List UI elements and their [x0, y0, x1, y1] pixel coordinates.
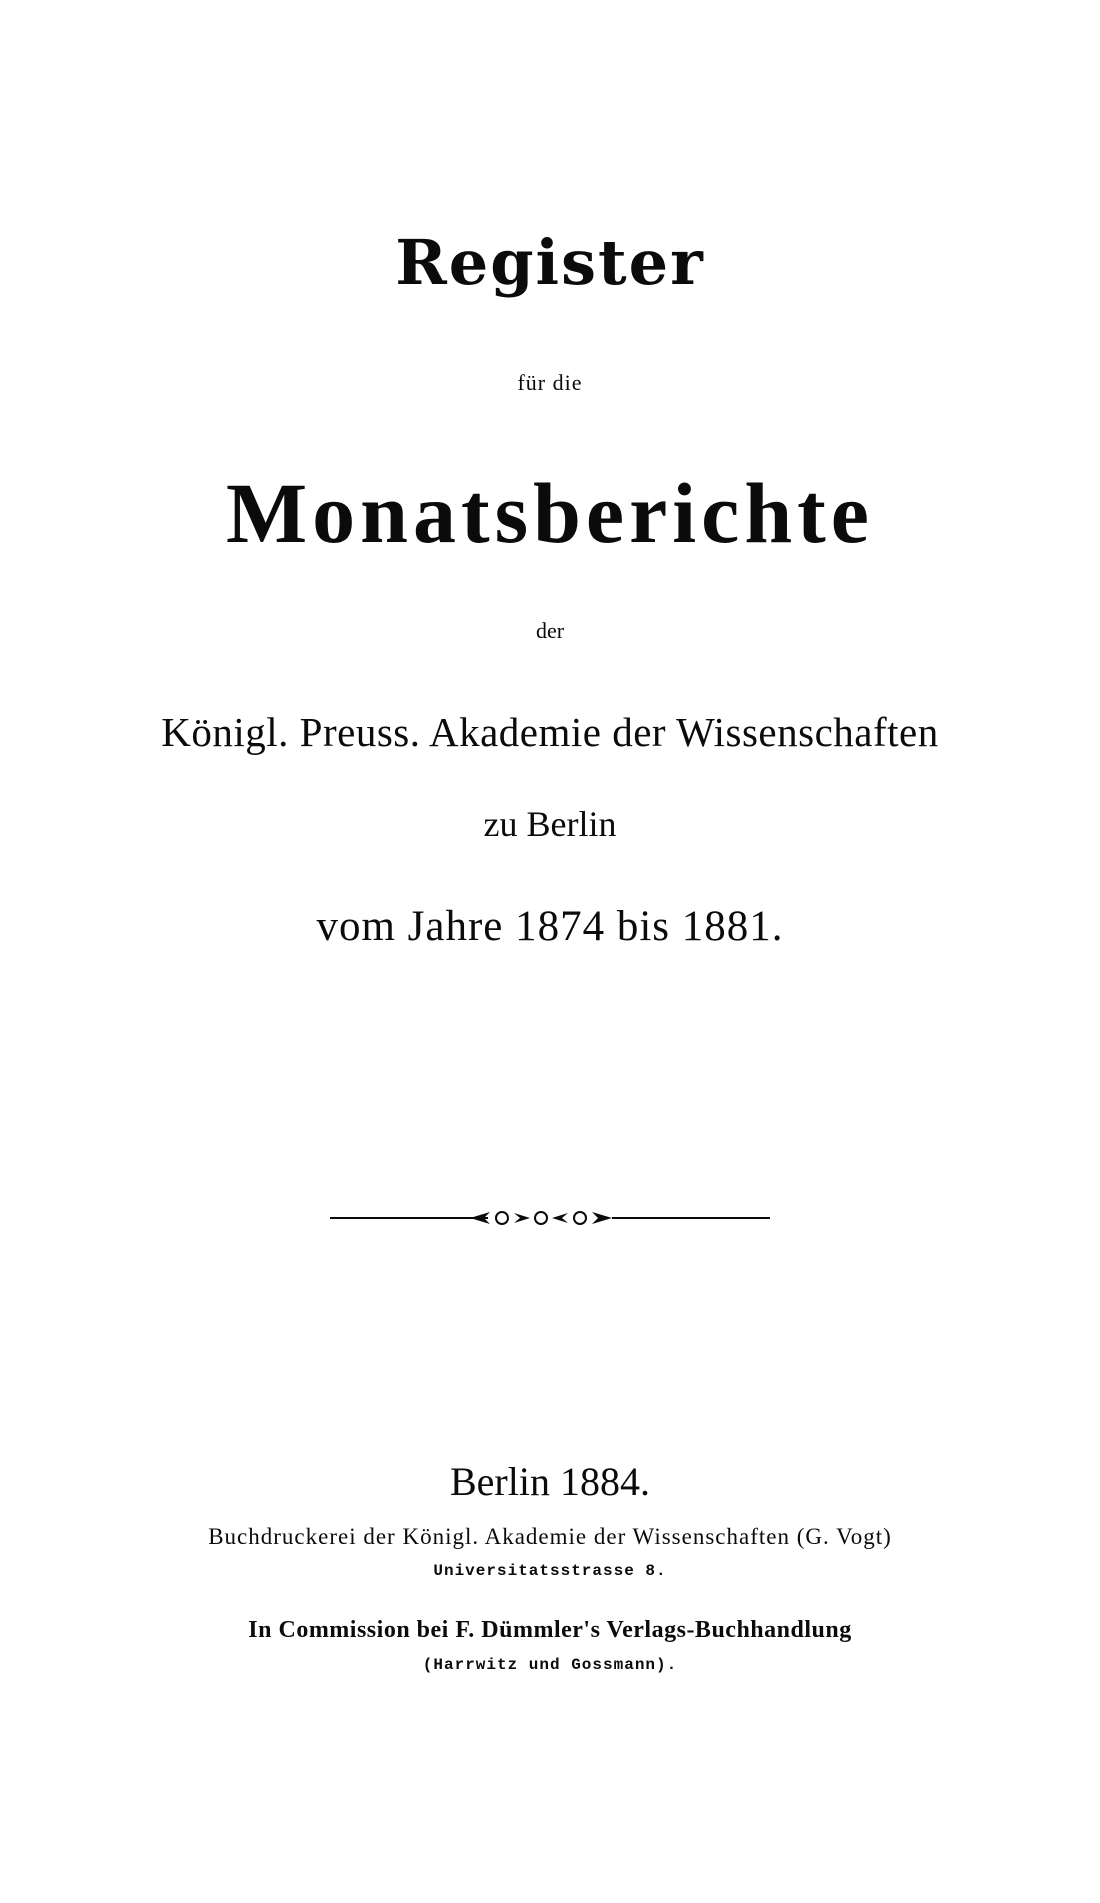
year-range: vom Jahre 1874 bis 1881. — [316, 903, 784, 950]
decorative-rule-icon — [330, 1205, 770, 1231]
imprint-place-year: Berlin 1884. — [450, 1459, 650, 1504]
commission-line: In Commission bei F. Dümmler's Verlags-Buchhandlung — [248, 1617, 852, 1643]
publisher-names: (Harrwitz und Gossmann). — [422, 1656, 678, 1674]
academy-name: Königl. Preuss. Akademie der Wissenschaften — [161, 709, 939, 755]
printer-line: Buchdruckerei der Königl. Akademie der Wissenschaften (G. Vogt) — [208, 1524, 892, 1549]
title-monatsberichte: Monatsberichte — [226, 465, 874, 561]
subtitle-der: der — [535, 618, 565, 643]
academy-city: zu Berlin — [483, 804, 617, 844]
printer-address: Universitatsstrasse 8. — [433, 1562, 667, 1580]
title-register: Register — [395, 226, 705, 299]
subtitle-fuer-die: für die — [517, 370, 583, 395]
